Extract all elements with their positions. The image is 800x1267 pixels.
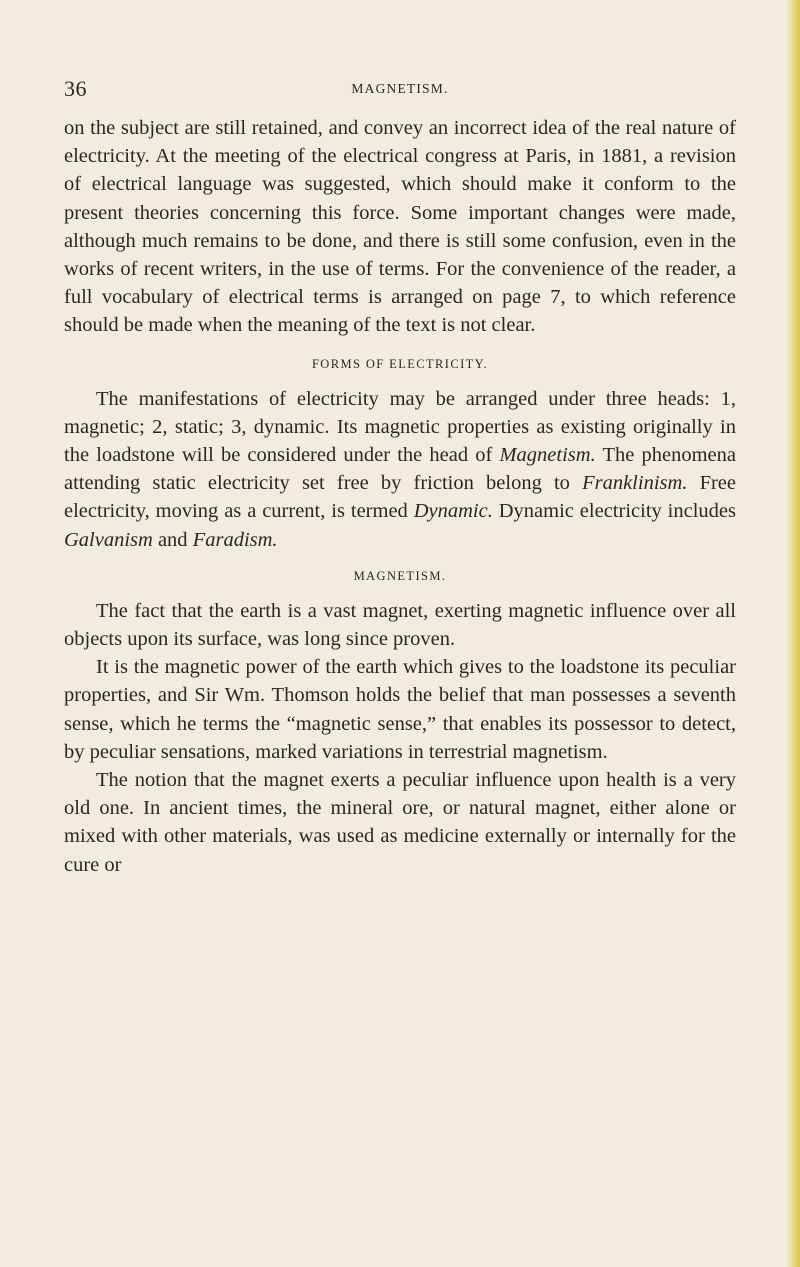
forms-text-a: The manifestations of electricity may be arranged under three heads: 1, magnetic; 2, static; 3, dynamic. Its magnetic properties as existing originally in the loadstone will be considered under the head of (64, 387, 736, 467)
term-franklinism: Franklinism. (582, 472, 688, 495)
paragraph-continuation: on the subject are still retained, and convey an incorrect idea of the real nature of electricity. At the meeting of the electrical congress at Paris, in 1881, a revision of electrical language was suggested, which should make it conform to the present theories concerning this force. Some important changes were made, although much remains to be done, and there is still some confusion, even in the works of recent writers, in the use of terms. For the convenience of the reader, a full vocabulary of electrical terms is arranged on page 7, to which reference should be made when the meaning of the text is not clear. (64, 117, 736, 337)
paragraph-forms (64, 385, 736, 554)
section-heading-forms: FORMS OF ELECTRICITY. (311, 356, 489, 371)
page-edge (786, 0, 800, 1267)
term-dynamic: Dynamic. (413, 500, 493, 523)
paragraph-magnetic-sense: It is the magnetic power of the earth which gives to the loadstone its peculiar properties, and Sir Wm. Thomson holds the belief that man possesses a seventh sense, which he terms the “magnetic sense,” that enables its possessor to detect, by peculiar sensations, marked variations in terrestrial magnetism. (64, 656, 736, 763)
section-heading-magnetism: MAGNETISM. (353, 568, 447, 583)
page-number: 36 (64, 76, 87, 101)
page-header (64, 76, 736, 100)
forms-text-d: Dynamic electricity includes (492, 500, 736, 523)
body-text (64, 114, 736, 879)
forms-text-b: The phenomena attending static electricity set free by friction belong to (64, 444, 736, 495)
term-galvanism: Galvanism (64, 528, 153, 551)
running-head: MAGNETISM. (351, 81, 449, 96)
forms-text-c: Free electricity, moving as a current, is termed (64, 472, 736, 523)
paragraph-magnet-health: The notion that the magnet exerts a peculiar influence upon health is a very old one. In ancient times, the mineral ore, or natural magnet, either alone or mixed with other materials, was used as medicine externally or internally for the cure or (64, 769, 736, 876)
paragraph-earth-magnet: The fact that the earth is a vast magnet, exerting magnetic influence over all objects upon its surface, was long since proven. (64, 599, 736, 651)
term-faradism: Faradism. (192, 528, 278, 551)
term-magnetism: Magnetism. (499, 444, 596, 467)
forms-text-e: and (152, 528, 193, 551)
